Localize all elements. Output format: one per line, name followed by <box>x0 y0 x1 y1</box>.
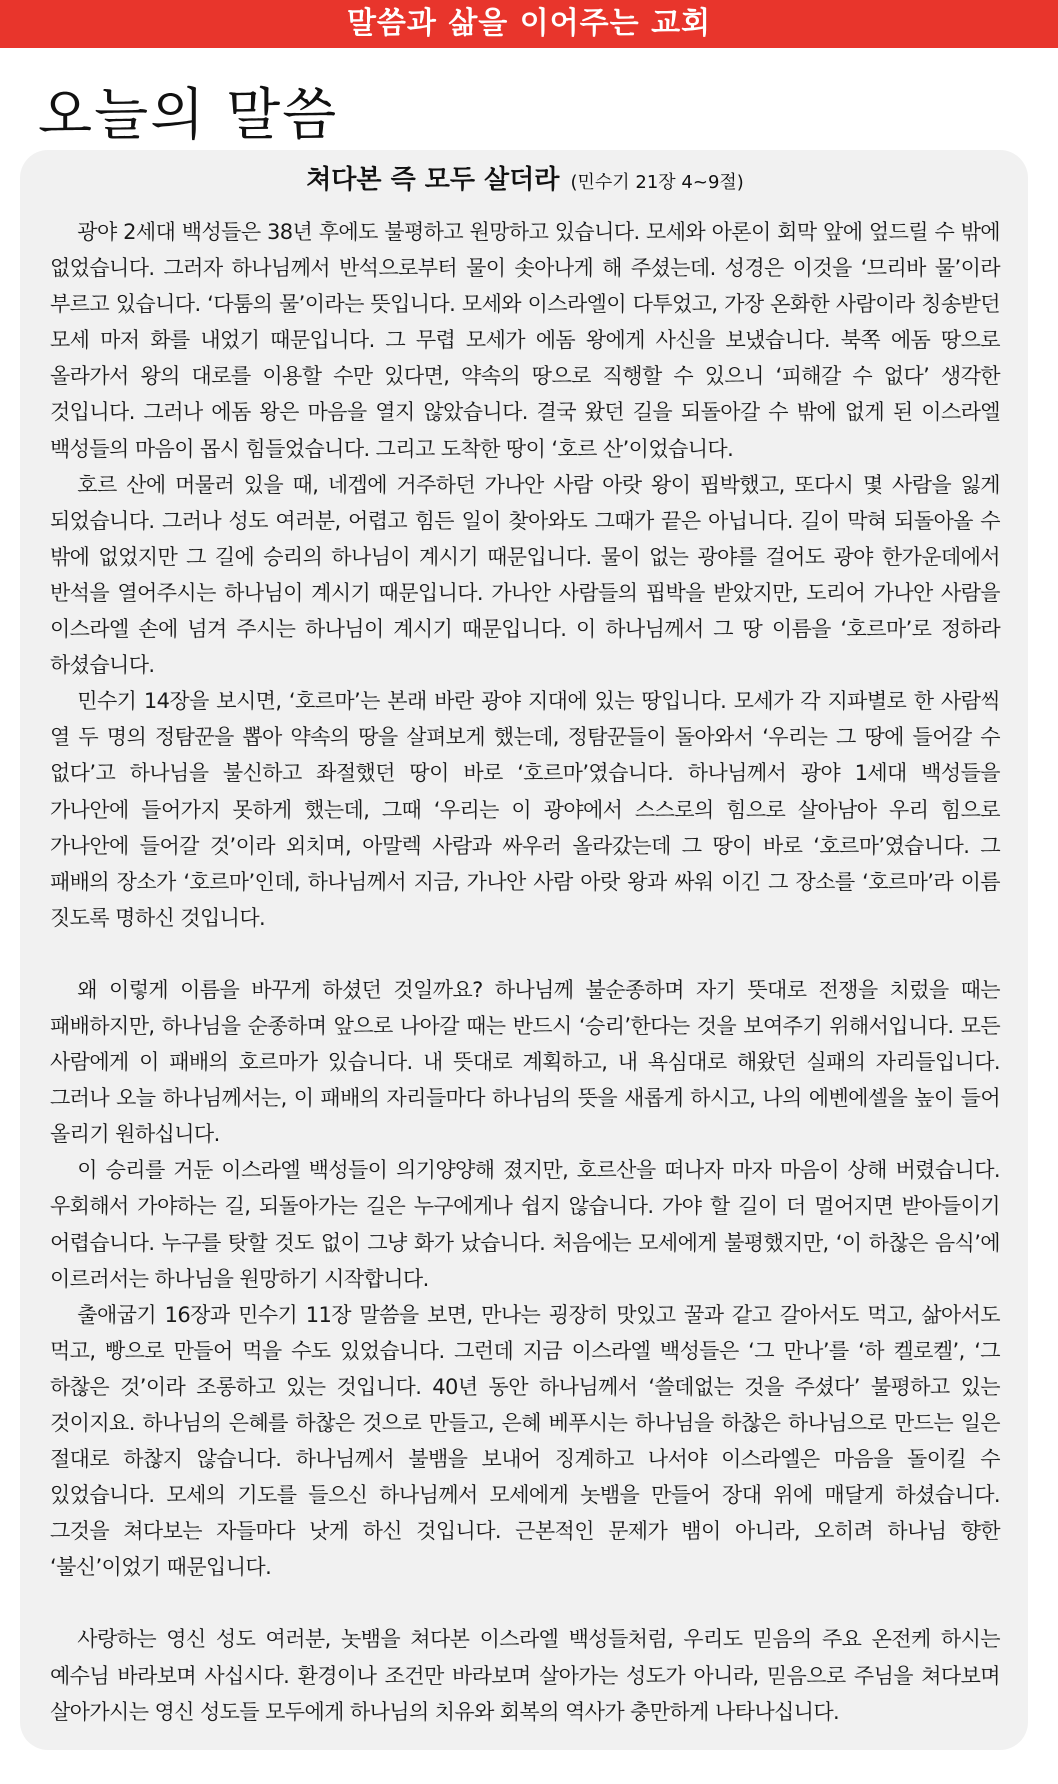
sermon-title: 쳐다본 즉 모두 살더라 <box>306 165 560 195</box>
sermon-heading <box>50 164 1000 196</box>
paragraph-4: 왜 이렇게 이름을 바꾸게 하셨던 것일까요? 하나님께 불순종하며 자기 뜻대로 전쟁을 치렀을 때는 패배하지만, 하나님을 순종하며 앞으로 나아갈 때는 반드시 ‘승리’한다는 것을 보여주기 위해서입니다. 모든 사람에게 이 패배의 호르마가 있습니다. 내 뜻대로 계획하고, 내 욕심대로 해왔던 실패의 자리들입니다. 그러나 오늘 하나님께서는, 이 패배의 자리들마다 하나님의 뜻을 새롭게 하시고, 나의 에벤에셀을 높이 들어 올리기 원하십니다. <box>50 977 1000 1147</box>
page-title: 오늘의 말씀 <box>38 83 339 148</box>
paragraph-5: 이 승리를 거둔 이스라엘 백성들이 의기양양해 졌지만, 호르산을 떠나자 마자 마음이 상해 버렸습니다. 우회해서 가야하는 길, 되돌아가는 길은 누구에게나 쉽지 않습니다. 가야 할 길이 더 멀어지면 받아들이기 어렵습니다. 누구를 탓할 것도 없이 그냥 화가 났습니다. 처음에는 모세에게 불평했지만, ‘이 하찮은 음식’에 이르러서는 하나님을 원망하기 시작합니다. <box>50 1158 1000 1291</box>
paragraph-1: 광야 2세대 백성들은 38년 후에도 불평하고 원망하고 있습니다. 모세와 아론이 회막 앞에 엎드릴 수 밖에 없었습니다. 그러자 하나님께서 반석으로부터 물이 솟아나게 해 주셨는데. 성경은 이것을 ‘므리바 물’이라 부르고 있습니다. ‘다툼의 물’이라는 뜻입니다. 모세와 이스라엘이 다투었고, 가장 온화한 사람이라 칭송받던 모세 마저 화를 내었기 때문입니다. 그 무렵 모세가 에돔 왕에게 사신을 보냈습니다. 북쪽 에돔 땅으로 올라가서 왕의 대로를 이용할 수만 있다면, 약속의 땅으로 직행할 수 있으니 ‘피해갈 수 없다’ 생각한 것입니다. 그러나 에돔 왕은 마음을 열지 않았습니다. 결국 왔던 길을 되돌아갈 수 밖에 없게 된 이스라엘 백성들의 마음이 몹시 힘들었습니다. 그리고 도착한 땅이 ‘호르 산’이었습니다. <box>50 220 1000 461</box>
paragraph-6: 출애굽기 16장과 민수기 11장 말씀을 보면, 만나는 굉장히 맛있고 꿀과 같고 갈아서도 먹고, 삶아서도 먹고, 빵으로 만들어 먹을 수도 있었습니다. 그런데 지금 이스라엘 백성들은 ‘그 만나’를 ‘하 켈로켈’, ‘그 하찮은 것’이라 조롱하고 있는 것입니다. 40년 동안 하나님께서 ‘쓸데없는 것을 주셨다’ 불평하고 있는 것이지요. 하나님의 은혜를 하찮은 것으로 만들고, 은혜 베푸시는 하나님을 하찮은 하나님으로 만드는 일은 절대로 하찮지 않습니다. 하나님께서 불뱀을 보내어 징계하고 나서야 이스라엘은 마음을 돌이킬 수 있었습니다. 모세의 기도를 들으신 하나님께서 모세에게 놋뱀을 만들어 장대 위에 매달게 하셨습니다. 그것을 쳐다보는 자들마다 낫게 하신 것입니다. 근본적인 문제가 뱀이 아니라, 오히려 하나님 향한 ‘불신’이었기 때문입니다. <box>50 1302 1000 1580</box>
sermon-card <box>20 150 1028 1750</box>
scripture-reference: (민수기 21장 4~9절) <box>570 172 744 193</box>
paragraph-7: 사랑하는 영신 성도 여러분, 놋뱀을 쳐다본 이스라엘 백성들처럼, 우리도 믿음의 주요 온전케 하시는 예수님 바라보며 사십시다. 환경이나 조건만 바라보며 살아가는 성도가 아니라, 믿음으로 주님을 쳐다보며 살아가시는 영신 성도들 모두에게 하나님의 치유와 회복의 역사가 충만하게 나타나십니다. <box>50 1627 1000 1724</box>
paragraph-2: 호르 산에 머물러 있을 때, 네겝에 거주하던 가나안 사람 아랏 왕이 핍박했고, 또다시 몇 사람을 잃게 되었습니다. 그러나 성도 여러분, 어렵고 힘든 일이 찾아와도 그때가 끝은 아닙니다. 길이 막혀 되돌아올 수 밖에 없었지만 그 길에 승리의 하나님이 계시기 때문입니다. 물이 없는 광야를 걸어도 광야 한가운데에서 반석을 열어주시는 하나님이 계시기 때문입니다. 가나안 사람들의 핍박을 받았지만, 도리어 가나안 사람을 이스라엘 손에 넘겨 주시는 하나님이 계시기 때문입니다. 이 하나님께서 그 땅 이름을 ‘호르마’로 정하라 하셨습니다. <box>50 472 1000 678</box>
sermon-body <box>50 214 1000 1730</box>
church-banner: 말씀과 삶을 이어주는 교회 <box>0 0 1058 48</box>
paragraph-3: 민수기 14장을 보시면, ‘호르마’는 본래 바란 광야 지대에 있는 땅입니다. 모세가 각 지파별로 한 사람씩 열 두 명의 정탐꾼을 뽑아 약속의 땅을 살펴보게 했는데, 정탐꾼들이 돌아와서 ‘우리는 그 땅에 들어갈 수 없다’고 하나님을 불신하고 좌절했던 땅이 바로 ‘호르마’였습니다. 하나님께서 광야 1세대 백성들을 가나안에 들어가지 못하게 했는데, 그때 ‘우리는 이 광야에서 스스로의 힘으로 살아남아 우리 힘으로 가나안에 들어갈 것’이라 외치며, 아말렉 사람과 싸우러 올라갔는데 그 땅이 바로 ‘호르마’였습니다. 그 패배의 장소가 ‘호르마’인데, 하나님께서 지금, 가나안 사람 아랏 왕과 싸워 이긴 그 장소를 ‘호르마’라 이름 짓도록 명하신 것입니다. <box>50 689 1000 930</box>
